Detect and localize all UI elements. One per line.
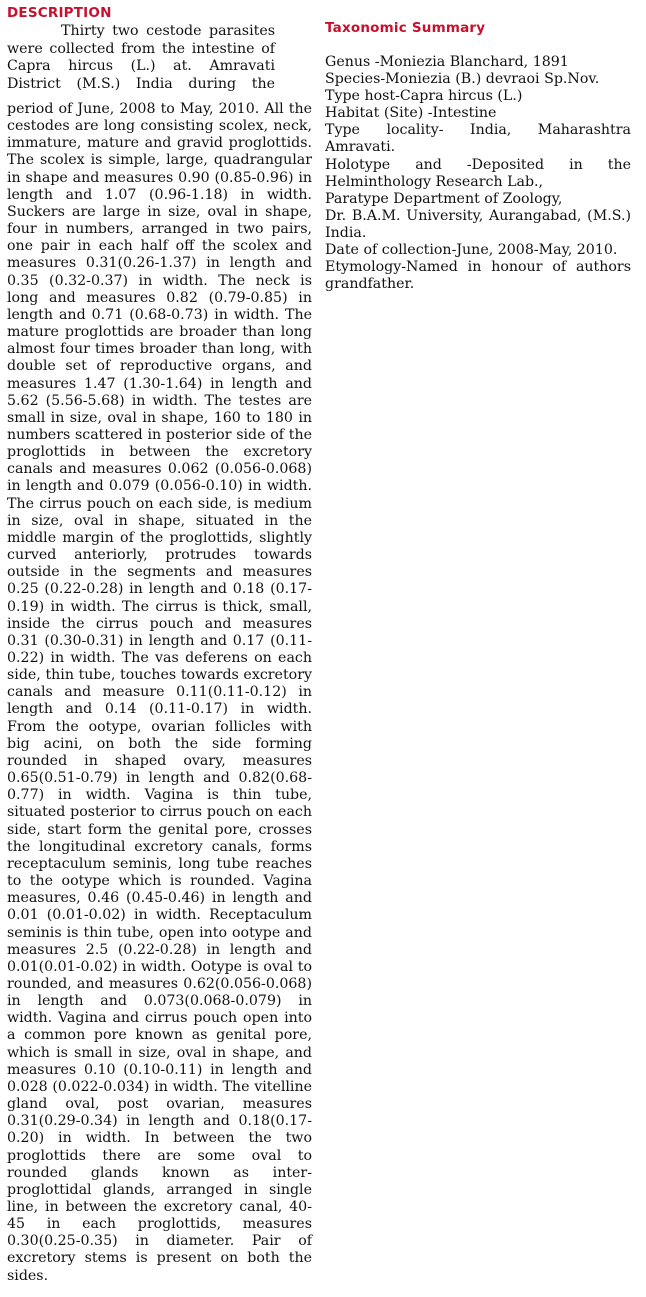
description-heading: DESCRIPTION	[7, 5, 112, 21]
description-body: period of June, 2008 to May, 2010. All the cestodes are long consisting scolex, neck, immature, mature and gravid proglottids. The scolex is simple, large, quadrangular in shape and measures 0.90 (0.85-0.96) in length and 1.07 (0.96-1.18) in width. Suckers are large in size, oval in shape, four in numbers, arranged in two pairs, one pair in each half off the scolex and measures 0.31(0.26-1.37) in length and 0.35 (0.32-0.37) in width. The neck is long and measures 0.82 (0.79-0.85) in length and 0.71 (0.68-0.73) in width. The mature proglottids are broader than long almost four times broader than long, with double set of reproductive organs, and measures 1.47 (1.30-1.64) in length and 5.62 (5.56-5.68) in width. The testes are small in size, oval in shape, 160 to 180 in numbers scattered in posterior side of the proglottids in between the excretory canals and measures 0.062 (0.056-0.068) in length and 0.079 (0.056-0.10) in width. The cirrus pouch on each side, is medium in size, oval in shape, situated in the middle margin of the proglottids, slightly curved anteriorly, protrudes towards outside in the segments and measures 0.25 (0.22-0.28) in length and 0.18 (0.17-0.19) in width. The cirrus is thick, small, inside the cirrus pouch and measures 0.31 (0.30-0.31) in length and 0.17 (0.11-0.22) in width. The vas deferens on each side, thin tube, touches towards excretory canals and measure 0.11(0.11-0.12) in length and 0.14 (0.11-0.17) in width. From the ootype, ovarian follicles with big acini, on both the side forming rounded in shaped ovary, measures 0.65(0.51-0.79) in length and 0.82(0.68-0.77) in width. Vagina is thin tube, situated posterior to cirrus pouch on each side, start form the genital pore, crosses the longitudinal excretory canals, forms receptaculum seminis, long tube reaches to the ootype which is rounded. Vagina measures, 0.46 (0.45-0.46) in length and 0.01 (0.01-0.02) in width. Receptaculum seminis is thin tube, open into ootype and measures 2.5 (0.22-0.28) in length and 0.01(0.01-0.02) in width. Ootype is oval to rounded, and measures 0.62(0.056-0.068) in length and 0.073(0.068-0.079) in width. Vagina and cirrus pouch open into a common pore known as genital pore, which is small in size, oval in shape, and measures 0.10 (0.10-0.11) in length and 0.028 (0.022-0.034) in width. The vitelline gland oval, post ovarian, measures 0.31(0.29-0.34) in length and 0.18(0.17-0.20) in width. In between the two proglottids there are some oval to rounded glands known as inter-proglottidal glands, arranged in single line, in between the excretory canal, 40-45 in each proglottids, measures 0.30(0.25-0.35) in diameter. Pair of excretory stems is present on both the sides.	[7, 101, 312, 1284]
taxonomic-date-of-collection: Date of collection-June, 2008-May, 2010.	[325, 242, 618, 259]
taxonomic-habitat: Habitat (Site) -Intestine	[325, 105, 497, 122]
taxonomic-type-locality: Type locality- India, Maharashtra Amravati.	[325, 122, 631, 156]
taxonomic-summary-heading: Taxonomic Summary	[325, 20, 486, 36]
taxonomic-type-host: Type host-Capra hircus (L.)	[325, 88, 523, 105]
taxonomic-species: Species-Moniezia (B.) devraoi Sp.Nov.	[325, 71, 600, 88]
taxonomic-paratype: Paratype Department of Zoology,	[325, 190, 563, 207]
description-intro	[7, 23, 275, 93]
description-column	[7, 5, 312, 1284]
taxonomic-university: Dr. B.A.M. University, Aurangabad, (M.S.) India.	[325, 207, 631, 241]
taxonomic-summary-list	[325, 54, 631, 293]
taxonomic-genus: Genus -Moniezia Blanchard, 1891	[325, 54, 569, 70]
taxonomic-summary-column	[325, 20, 631, 293]
taxonomic-holotype: Holotype and -Deposited in the Helminthology Research Lab.,	[325, 156, 631, 190]
description-intro-text: Thirty two cestode parasites were collected from the intestine of Capra hircus (L.) at. Amravati District (M.S.) India during the	[7, 23, 275, 92]
taxonomic-etymology: Etymology-Named in honour of authors grandfather.	[325, 259, 631, 293]
